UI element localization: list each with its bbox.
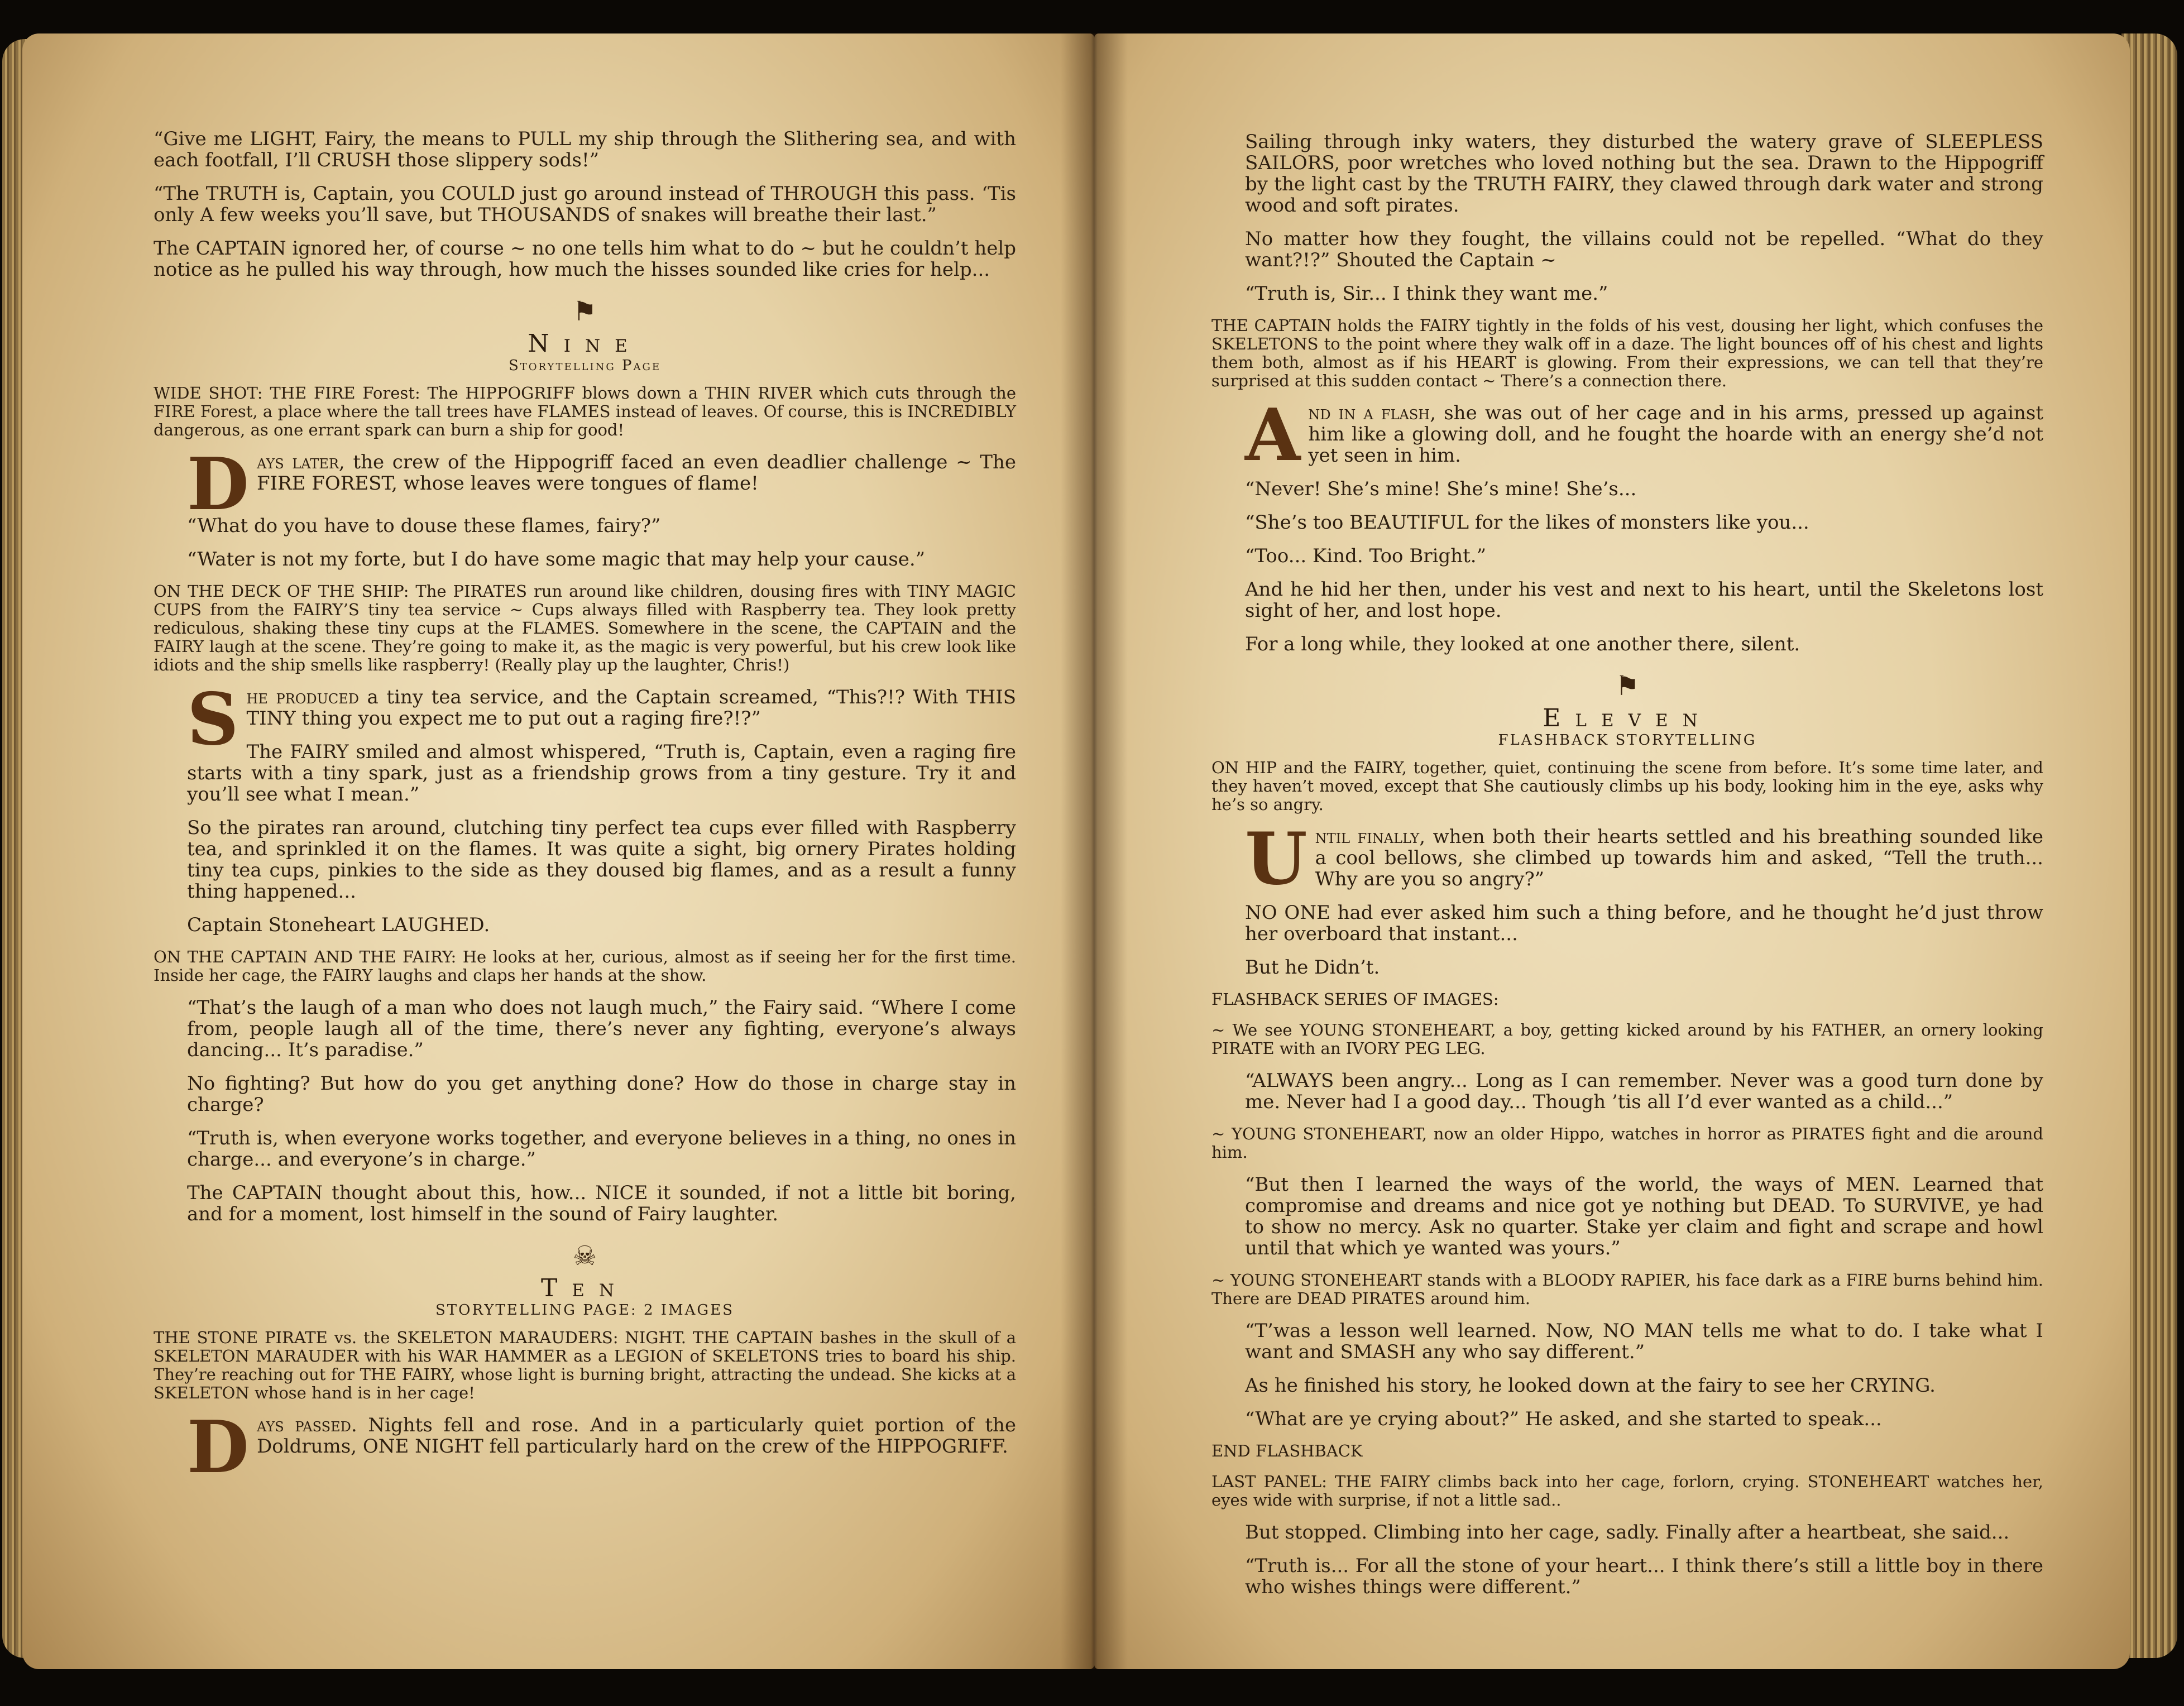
paragraph: The FAIRY smiled and almost whispered, “Truth is, Captain, even a raging fire starts with a tiny spark, just as a friendship grows from a tiny gesture. Try it and you’ll see what I mean.” xyxy=(187,741,1016,806)
paragraph: But he Didn’t. xyxy=(1245,956,1380,979)
paragraph: As he finished his story, he looked down at the fairy to see her CRYING. xyxy=(1245,1374,1936,1397)
chapter-subtitle: Storytelling Page xyxy=(508,357,662,374)
drop-cap: U xyxy=(1245,817,1307,901)
paragraph: “Truth is... For all the stone of your heart... I think there’s still a little boy in there who wishes things were different.” xyxy=(1245,1555,2043,1598)
skull-crossbones-icon: ☠ xyxy=(572,1240,597,1272)
paragraph: “Give me LIGHT, Fairy, the means to PULL my ship through the Slithering sea, and with each footfall, I’ll CRUSH those slippery sods!” xyxy=(154,128,1016,171)
paragraph-text: the crew of the Hippogriff faced an even deadlier challenge ~ The FIRE FOREST, whose leaves were tongues of flame! xyxy=(257,451,1016,495)
script-direction: ON THE DECK OF THE SHIP: The PIRATES run around like children, dousing fires with TINY MAGIC CUPS from the FAIRY’S tiny tea service ~ Cups always filled with Raspberry tea. They look pretty rediculous, shaking these tiny cups at the FLAMES. Somewhere in the scene, the CAPTAIN and the FAIRY laugh at the scene. They’re going to make it, as the magic is very powerful, but his crew look like idiots and the ship smells like raspberry! (Really play up the laughter, Chris!) xyxy=(154,582,1016,674)
lead-in: ays passed. xyxy=(257,1414,357,1436)
paragraph: “ALWAYS been angry... Long as I can remember. Never was a good turn done by me. Never had I a good day... Though ’tis all I’d ever wanted as a child...” xyxy=(1245,1070,2043,1113)
lead-in: nd in a flash, xyxy=(1308,402,1436,424)
lead-in: he produced xyxy=(246,686,359,708)
script-direction: ON HIP and the FAIRY, together, quiet, continuing the scene from before. It’s some time later, and they haven’t moved, except that She cautiously climbs up his body, looking him in the eye, asks why he’s so angry. xyxy=(1211,758,2043,814)
chapter-title: Nine xyxy=(528,329,642,358)
paragraph-text: she was out of her cage and in his arms, pressed up against him like a glowing doll, and he fought the hoarde with an energy she’d not yet seen in him. xyxy=(1308,402,2043,467)
paragraph: The CAPTAIN ignored her, of course ~ no one tells him what to do ~ but he couldn’t help notice as he pulled his way through, how much the hisses sounded like cries for help... xyxy=(154,237,1016,281)
script-direction: ~ YOUNG STONEHEART, now an older Hippo, watches in horror as PIRATES fight and die around him. xyxy=(1211,1124,2043,1162)
drop-cap-paragraph xyxy=(1211,817,2043,901)
paragraph: So the pirates ran around, clutching tiny perfect tea cups ever filled with Raspberry tea, and sprinkled it on the flames. It was quite a sight, big ornery Pirates holding tiny tea cups, pinkies to the side as they doused big flames, and as a result a funny thing happened... xyxy=(187,817,1016,903)
paragraph-text: a tiny tea service, and the Captain screamed, “This?!? With THIS TINY thing you expect me to put out a raging fire?!?” xyxy=(246,686,1016,730)
paragraph-text: when both their hearts settled and his breathing sounded like a cool bellows, she climbed up towards him and asked, “Tell the truth... Why are you so angry?” xyxy=(1315,826,2043,890)
script-direction: THE CAPTAIN holds the FAIRY tightly in the folds of his vest, dousing her light, which confuses the SKELETONS to the point where they walk off in a daze. The light bounces off of his chest and lights them both, almost as if his HEART is glowing. From their expressions, we can tell that they’re surprised at this sudden contact ~ There’s a connection there. xyxy=(1211,316,2043,390)
book-gutter xyxy=(1061,33,1128,1669)
paragraph: Sailing through inky waters, they disturbed the watery grave of SLEEPLESS SAILORS, poor wretches who loved nothing but the sea. Drawn to the Hippogriff by the light cast by the TRUTH FAIRY, they clawed through dark water and strong wood and soft pirates. xyxy=(1245,131,2043,217)
drop-cap: D xyxy=(187,1406,249,1489)
paragraph: “What do you have to douse these flames, fairy?” xyxy=(187,515,661,537)
drop-cap: D xyxy=(187,443,249,526)
paragraph: “T’was a lesson well learned. Now, NO MAN tells me what to do. I take what I want and SMASH any who say different.” xyxy=(1245,1320,2043,1363)
paragraph: “Water is not my forte, but I do have some magic that may help your cause.” xyxy=(187,548,926,571)
script-direction: ~ We see YOUNG STONEHEART, a boy, getting kicked around by his FATHER, an ornery looking PIRATE with an IVORY PEG LEG. xyxy=(1211,1020,2043,1058)
paragraph: “What are ye crying about?” He asked, and she started to speak... xyxy=(1245,1408,1882,1430)
paragraph: “She’s too BEAUTIFUL for the likes of monsters like you... xyxy=(1245,511,1809,534)
paragraph: NO ONE had ever asked him such a thing before, and he thought he’d just throw her overboard that instant... xyxy=(1245,902,2043,945)
paragraph: “The TRUTH is, Captain, you COULD just go around instead of THROUGH this pass. ‘Tis only A few weeks you’ll save, but THOUSANDS of snakes will breathe their last.” xyxy=(154,183,1016,226)
drop-cap: A xyxy=(1245,394,1301,477)
script-direction: FLASHBACK SERIES OF IMAGES: xyxy=(1211,990,1499,1009)
drop-cap-paragraph xyxy=(1211,394,2043,477)
pirate-flag-icon: ⚑ xyxy=(572,296,597,327)
right-page-edges xyxy=(2121,33,2177,1658)
script-direction: ON THE CAPTAIN AND THE FAIRY: He looks at her, curious, almost as if seeing her for the first time. Inside her cage, the FAIRY laughs and claps her hands at the show. xyxy=(154,947,1016,985)
drop-cap-paragraph xyxy=(154,678,1016,761)
pirate-flag-icon: ⚑ xyxy=(1615,670,1640,702)
chapter-title: Ten xyxy=(540,1274,629,1302)
script-direction: THE STONE PIRATE vs. the SKELETON MARAUDERS: NIGHT. THE CAPTAIN bashes in the skull of a SKELETON MARAUDER with his WAR HAMMER as a LEGION of SKELETONS tries to board his ship. They’re reaching out for THE FAIRY, whose light is burning bright, attracting the undead. She kicks at a SKELETON whose hand is in her cage! xyxy=(154,1328,1016,1402)
paragraph: “That’s the laugh of a man who does not laugh much,” the Fairy said. “Where I come from, people laugh all of the time, there’s never any fighting, everyone’s always dancing... It’s paradise.” xyxy=(187,996,1016,1061)
paragraph: For a long while, they looked at one another there, silent. xyxy=(1245,633,1800,655)
lead-in: ays later, xyxy=(257,451,345,473)
paragraph: But stopped. Climbing into her cage, sadly. Finally after a heartbeat, she said... xyxy=(1245,1521,2010,1544)
left-page xyxy=(22,33,1094,1669)
script-direction: WIDE SHOT: THE FIRE Forest: The HIPPOGRIFF blows down a THIN RIVER which cuts through the FIRE Forest, a place where the tall trees have FLAMES instead of leaves. Of course, this is INCREDIBLY dangerous, as one errant spark can burn a ship for good! xyxy=(154,384,1016,439)
paragraph: “But then I learned the ways of the world, the ways of MEN. Learned that compromise and dreams and nice got ye nothing but DEAD. To SURVIVE, ye had to show no mercy. Ask no quarter. Stake yer claim and fight and scrape and howl until that which ye wanted was yours.” xyxy=(1245,1173,2043,1259)
chapter-subtitle: FLASHBACK STORYTELLING xyxy=(1498,732,1757,749)
lead-in: ntil finally, xyxy=(1315,826,1426,848)
chapter-title: Eleven xyxy=(1543,704,1712,732)
paragraph: “Truth is, when everyone works together, and everyone believes in a thing, no ones in charge... and everyone’s in charge.” xyxy=(187,1127,1016,1171)
paragraph: Captain Stoneheart LAUGHED. xyxy=(187,914,490,936)
paragraph: No fighting? But how do you get anything done? How do those in charge stay in charge? xyxy=(187,1072,1016,1116)
right-page xyxy=(1094,33,2130,1669)
chapter-subtitle: STORYTELLING PAGE: 2 IMAGES xyxy=(435,1302,734,1319)
paragraph: No matter how they fought, the villains could not be repelled. “What do they want?!?” Shouted the Captain ~ xyxy=(1245,228,2043,271)
paragraph: “Too... Kind. Too Bright.” xyxy=(1245,545,1486,567)
paragraph: “Never! She’s mine! She’s mine! She’s... xyxy=(1245,478,1637,500)
script-direction: END FLASHBACK xyxy=(1211,1441,1363,1460)
paragraph: The CAPTAIN thought about this, how... NICE it sounded, if not a little bit boring, and for a moment, lost himself in the sound of Fairy laughter. xyxy=(187,1182,1016,1225)
paragraph-text: Nights fell and rose. And in a particularly quiet portion of the Doldrums, ONE NIGHT fell particularly hard on the crew of the HIPPOGRIFF. xyxy=(257,1414,1016,1458)
script-direction: LAST PANEL: THE FAIRY climbs back into her cage, forlorn, crying. STONEHEART watches her, eyes wide with surprise, if not a little sad.. xyxy=(1211,1472,2043,1509)
drop-cap-paragraph xyxy=(154,1406,1016,1489)
paragraph: “Truth is, Sir... I think they want me.” xyxy=(1245,282,1608,305)
script-direction: ~ YOUNG STONEHEART stands with a BLOODY RAPIER, his face dark as a FIRE burns behind him. There are DEAD PIRATES around him. xyxy=(1211,1271,2043,1308)
paragraph: And he hid her then, under his vest and next to his heart, until the Skeletons lost sight of her, and lost hope. xyxy=(1245,578,2043,622)
drop-cap: S xyxy=(187,678,239,761)
